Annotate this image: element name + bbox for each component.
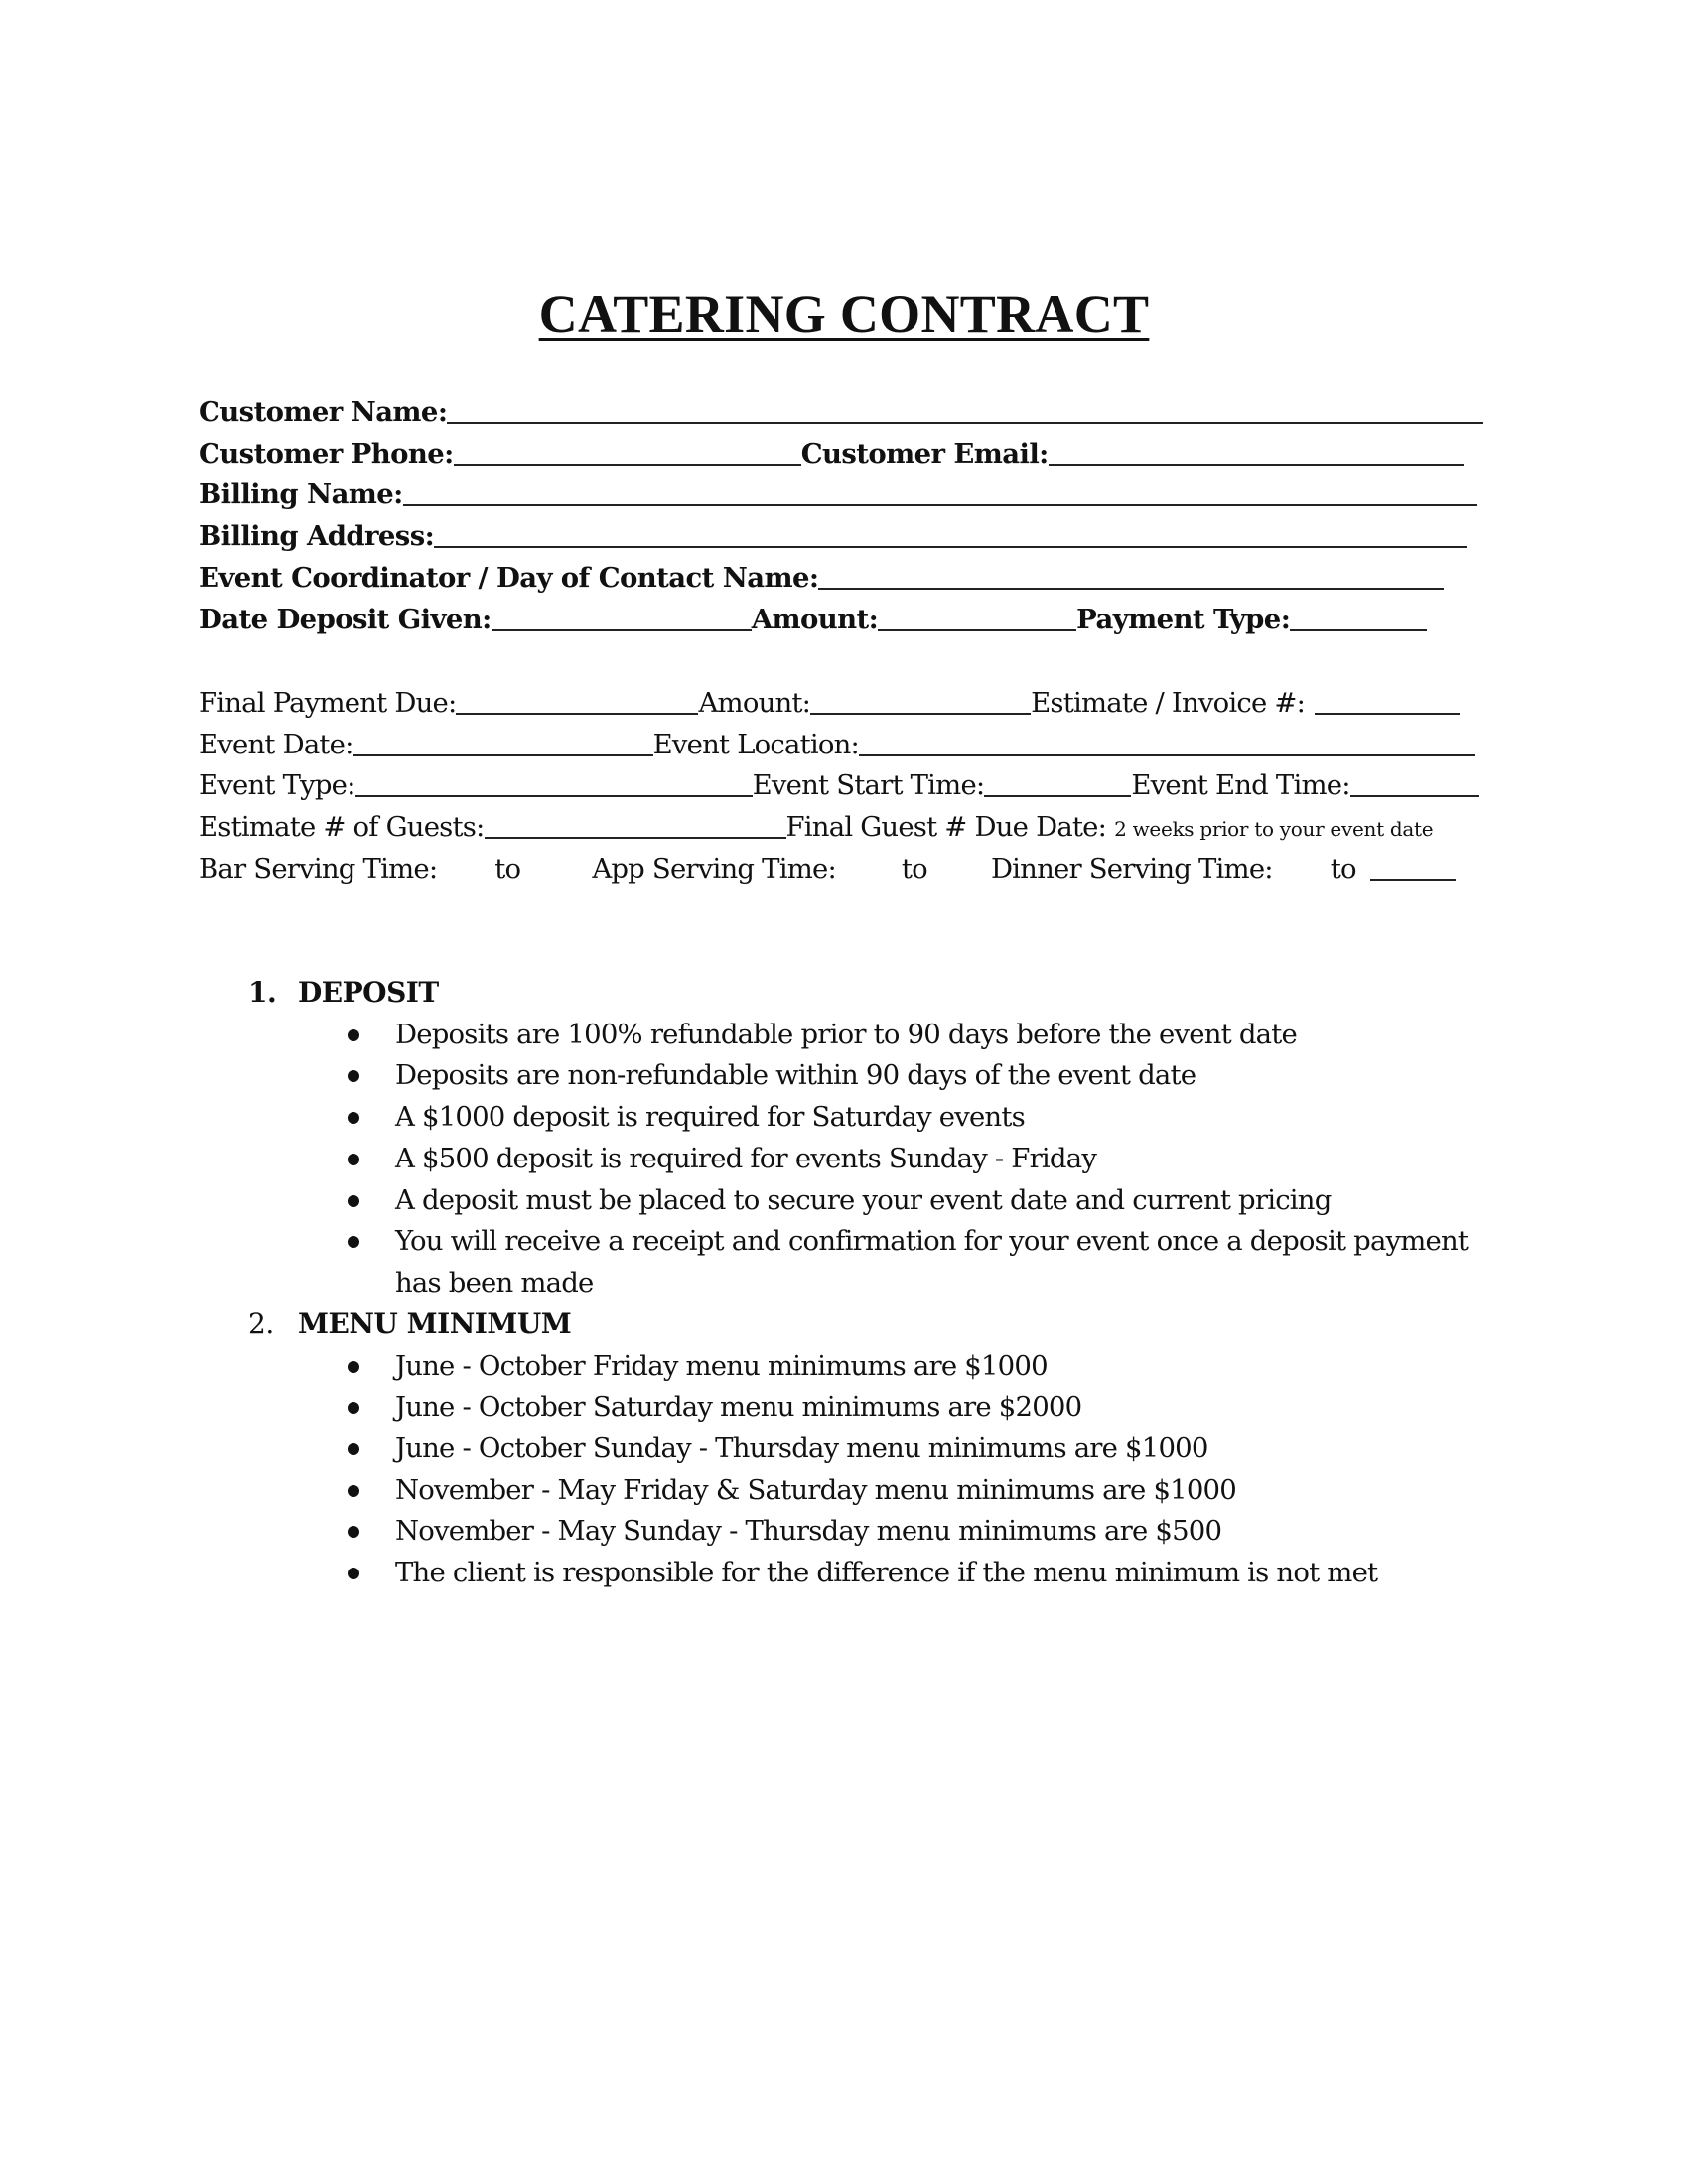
- bullet-icon: [348, 1112, 359, 1124]
- bullet-icon: [348, 1154, 359, 1165]
- app-serving-to: to: [901, 853, 927, 885]
- serving-times-row: [199, 846, 1456, 886]
- bar-serving-to: to: [494, 853, 521, 885]
- billing-name-label: Billing Name:: [199, 478, 403, 510]
- event-type-label: Event Type:: [199, 769, 355, 801]
- section-deposit-heading: [248, 973, 439, 1013]
- event-type-field[interactable]: [355, 769, 753, 797]
- estimate-guests-field[interactable]: [485, 811, 786, 839]
- event-coordinator-row: [199, 555, 1444, 595]
- event-coordinator-label: Event Coordinator / Day of Contact Name:: [199, 562, 819, 594]
- final-payment-due-field[interactable]: [456, 687, 698, 715]
- customer-name-label: Customer Name:: [199, 396, 448, 428]
- payment-type-label: Payment Type:: [1076, 604, 1291, 635]
- bullet-icon: [348, 1568, 359, 1579]
- bullet-icon: [348, 1402, 359, 1414]
- section-menu-minimum-heading: [248, 1304, 571, 1344]
- billing-address-field[interactable]: [434, 520, 1467, 548]
- customer-name-field[interactable]: [447, 396, 1483, 424]
- final-payment-row: [199, 680, 1460, 720]
- customer-name-row: [199, 389, 1483, 429]
- customer-email-field[interactable]: [1049, 438, 1464, 466]
- page-title: [0, 284, 1688, 343]
- estimate-guests-label: Estimate # of Guests:: [199, 811, 485, 843]
- guests-row: [199, 804, 1433, 844]
- bullet-icon: [348, 1195, 359, 1207]
- section-number: 1.: [248, 976, 277, 1009]
- estimate-invoice-field[interactable]: [1315, 687, 1460, 715]
- section-title: DEPOSIT: [298, 976, 439, 1009]
- list-item-continuation: has been made: [395, 1267, 594, 1298]
- title-text: CATERING CONTRACT: [538, 284, 1150, 343]
- deposit-row: [199, 597, 1427, 636]
- bullet-icon: [348, 1236, 359, 1248]
- customer-contact-row: [199, 431, 1464, 471]
- event-start-time-label: Event Start Time:: [752, 769, 985, 801]
- app-serving-label: App Serving Time:: [592, 853, 836, 885]
- dinner-serving-end-field[interactable]: [1370, 853, 1456, 881]
- event-date-row: [199, 722, 1475, 761]
- dinner-serving-to: to: [1330, 853, 1356, 885]
- customer-email-label: Customer Email:: [800, 438, 1049, 470]
- billing-name-field[interactable]: [403, 478, 1477, 506]
- event-date-field[interactable]: [353, 729, 653, 756]
- event-date-label: Event Date:: [199, 729, 353, 760]
- final-payment-due-label: Final Payment Due:: [199, 687, 457, 719]
- event-end-time-label: Event End Time:: [1131, 769, 1350, 801]
- bullet-icon: [348, 1485, 359, 1497]
- bar-serving-label: Bar Serving Time:: [199, 853, 438, 885]
- final-amount-field[interactable]: [810, 687, 1031, 715]
- event-type-row: [199, 762, 1479, 802]
- bullet-icon: [348, 1070, 359, 1082]
- final-guest-due-label: Final Guest # Due Date:: [785, 811, 1107, 843]
- date-deposit-given-label: Date Deposit Given:: [199, 604, 492, 635]
- final-guest-due-note: 2 weeks prior to your event date: [1114, 817, 1434, 841]
- bullet-icon: [348, 1443, 359, 1455]
- section-title: MENU MINIMUM: [298, 1307, 572, 1340]
- contract-page: CATERING CONTRACT Customer Name: Customer Phone: Customer Email: Billing Name: Billing Address: Event Coordinator / Day of Contact Name: Date Deposit Given: Amount: Payment Type: Final Payment Due: Amount: Estimate / Invoice #: Event Date: Event Location: Event Type: Event Start Time: Event End Time: Estimate # of Guests: Final Guest # Due Date: 2 weeks prior to your event date Bar Serving Time: to App Serving Time: to Dinner Serving Time: to 1. DEPOSIT Deposits are 100% refundable prior to 90 days before the event date Deposits are non-refundable within 90 days of the event date A $1000 deposit is required for Saturday events A $500 deposit is required for events Sunday - Friday A deposit must be placed to secure your event date and current pricing You will receive a receipt and confirmation for your event once a deposit payment has been made 2. MENU MINIMUM June - October Friday menu minimums are $1000 June - October Saturday menu minimums are $2000 June - October Sunday - Thursday menu minimums are $1000 November - May Friday & Saturday menu minimums are $1000 November - May Sunday - Thursday menu minimums are $500 The client is responsible for the difference if the menu minimum is not met: [0, 0, 1688, 2184]
- estimate-invoice-label: Estimate / Invoice #:: [1031, 687, 1306, 719]
- event-end-time-field[interactable]: [1350, 769, 1479, 797]
- deposit-amount-field[interactable]: [878, 604, 1076, 631]
- payment-type-field[interactable]: [1290, 604, 1427, 631]
- dinner-serving-label: Dinner Serving Time:: [990, 853, 1273, 885]
- event-coordinator-field[interactable]: [818, 562, 1444, 590]
- billing-name-row: [199, 472, 1477, 511]
- deposit-amount-label: Amount:: [751, 604, 879, 635]
- bullet-icon: [348, 1029, 359, 1041]
- customer-phone-label: Customer Phone:: [199, 438, 454, 470]
- section-number: 2.: [248, 1307, 274, 1340]
- event-location-label: Event Location:: [652, 729, 860, 760]
- bullet-icon: [348, 1361, 359, 1373]
- billing-address-row: [199, 513, 1467, 553]
- event-start-time-field[interactable]: [984, 769, 1131, 797]
- customer-phone-field[interactable]: [454, 438, 801, 466]
- bullet-icon: [348, 1526, 359, 1538]
- event-location-field[interactable]: [859, 729, 1475, 756]
- final-amount-label: Amount:: [698, 687, 811, 719]
- date-deposit-given-field[interactable]: [492, 604, 752, 631]
- billing-address-label: Billing Address:: [199, 520, 435, 552]
